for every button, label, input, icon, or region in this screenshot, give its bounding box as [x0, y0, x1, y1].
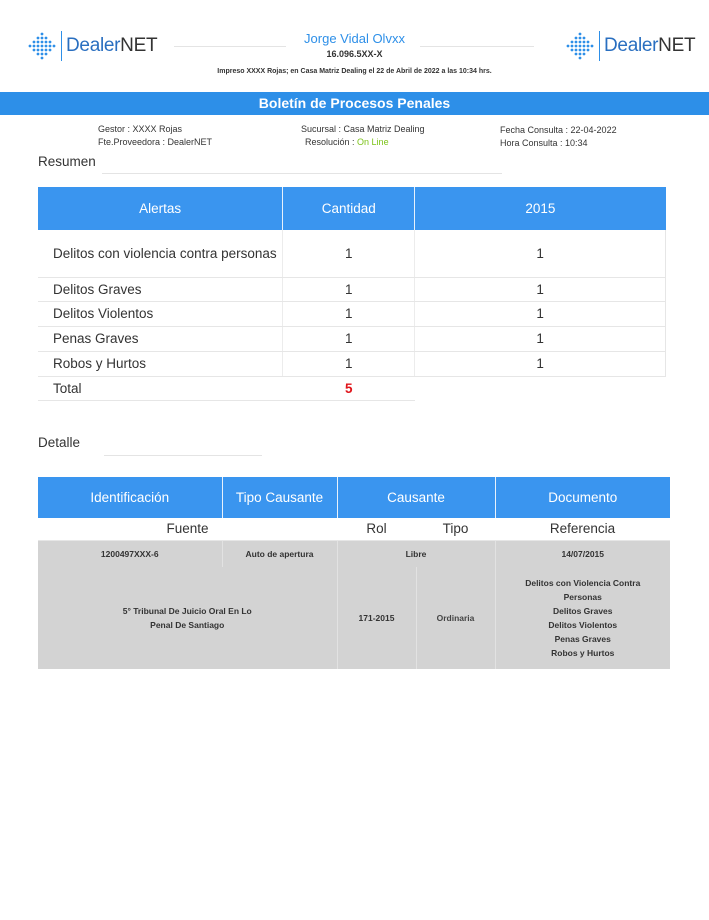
detalle-divider — [104, 455, 262, 456]
table-row — [38, 567, 670, 669]
total-value: 5 — [283, 376, 415, 400]
subheader-fuente: Fuente — [38, 518, 337, 540]
person-name: Jorge Vidal Olvxx — [304, 31, 405, 46]
cantidad-value: 1 — [283, 351, 415, 376]
year-value: 1 — [415, 230, 666, 277]
header-year: 2015 — [415, 187, 666, 230]
resumen-table — [38, 187, 666, 401]
alerta-label: Delitos con violencia contra personas — [38, 230, 283, 277]
report-title-banner: Boletín de Procesos Penales — [0, 92, 709, 115]
table-row — [38, 277, 666, 301]
resumen-header-row — [38, 187, 666, 230]
referencia-item: Delitos Graves — [552, 606, 613, 616]
logo-text: DealerNET — [604, 35, 696, 56]
resumen-divider — [102, 173, 502, 174]
table-row — [38, 540, 670, 567]
cantidad-value: 1 — [283, 230, 415, 277]
cantidad-value: 1 — [283, 277, 415, 301]
total-row — [38, 376, 666, 400]
printed-info: Impreso XXXX Rojas; en Casa Matriz Dealing el 22 de Abril de 2022 a las 10:34 hrs. — [217, 68, 492, 75]
header-identificacion: Identificación — [38, 477, 222, 518]
fecha-consulta: Fecha Consulta : 22-04-2022 — [500, 125, 617, 135]
dealernet-logo-right — [564, 31, 695, 61]
total-label: Total — [38, 376, 283, 400]
detalle-table — [38, 477, 670, 669]
subheader-rol: Rol — [337, 518, 416, 540]
fuente-value: 5° Tribunal De Juicio Oral En Lo Penal De Santiago — [38, 567, 337, 669]
logo-text: DealerNET — [66, 35, 158, 56]
referencia-list — [495, 567, 670, 669]
alerta-label: Penas Graves — [38, 326, 283, 351]
person-id: 16.096.5XX-X — [326, 49, 383, 59]
year-value: 1 — [415, 326, 666, 351]
detalle-header-row — [38, 477, 670, 518]
subheader-referencia: Referencia — [495, 518, 670, 540]
referencia-item: Delitos Violentos — [548, 620, 618, 630]
sucursal: Sucursal : Casa Matriz Dealing — [301, 124, 425, 134]
cantidad-value: 1 — [283, 326, 415, 351]
tipo-causante-value: Auto de apertura — [222, 540, 337, 567]
table-row — [38, 301, 666, 326]
header-causante: Causante — [337, 477, 495, 518]
meta-right — [500, 124, 617, 149]
fuente-proveedora: Fte.Proveedora : DealerNET — [98, 136, 213, 147]
dots-globe-icon — [564, 31, 596, 61]
cantidad-value: 1 — [283, 301, 415, 326]
alerta-label: Delitos Violentos — [38, 301, 283, 326]
header-alertas: Alertas — [38, 187, 283, 230]
meta-center — [301, 123, 425, 148]
detalle-subheader-row — [38, 518, 670, 540]
rol-value: 171-2015 — [337, 567, 416, 669]
identificacion-value: 1200497XXX-6 — [38, 540, 222, 567]
documento-value: 14/07/2015 — [495, 540, 670, 567]
gestor: Gestor : XXXX Rojas — [98, 124, 183, 134]
referencia-item: Robos y Hurtos — [551, 648, 615, 658]
resumen-title: Resumen — [38, 154, 96, 169]
detalle-title: Detalle — [38, 435, 81, 450]
referencia-item: Penas Graves — [554, 634, 611, 644]
header-divider-left — [174, 46, 286, 47]
alerta-label: Robos y Hurtos — [38, 351, 283, 376]
resolucion-value: On Line — [357, 136, 389, 147]
header-divider-right — [420, 46, 534, 47]
year-value: 1 — [415, 277, 666, 301]
year-value: 1 — [415, 301, 666, 326]
table-row — [38, 351, 666, 376]
tipo-value: Ordinaria — [416, 567, 495, 669]
resolucion: Resolución : On Line — [305, 136, 389, 147]
hora-consulta: Hora Consulta : 10:34 — [500, 137, 588, 148]
header-cantidad: Cantidad — [283, 187, 415, 230]
table-row — [38, 326, 666, 351]
subheader-tipo: Tipo — [416, 518, 495, 540]
year-value: 1 — [415, 351, 666, 376]
header-tipo-causante: Tipo Causante — [222, 477, 337, 518]
header-documento: Documento — [495, 477, 670, 518]
referencia-item: Delitos con Violencia Contra — [525, 578, 641, 588]
alerta-label: Delitos Graves — [38, 277, 283, 301]
causante-value: Libre — [337, 540, 495, 567]
referencia-item: Personas — [563, 592, 602, 602]
meta-left — [98, 123, 212, 148]
table-row — [38, 230, 666, 277]
